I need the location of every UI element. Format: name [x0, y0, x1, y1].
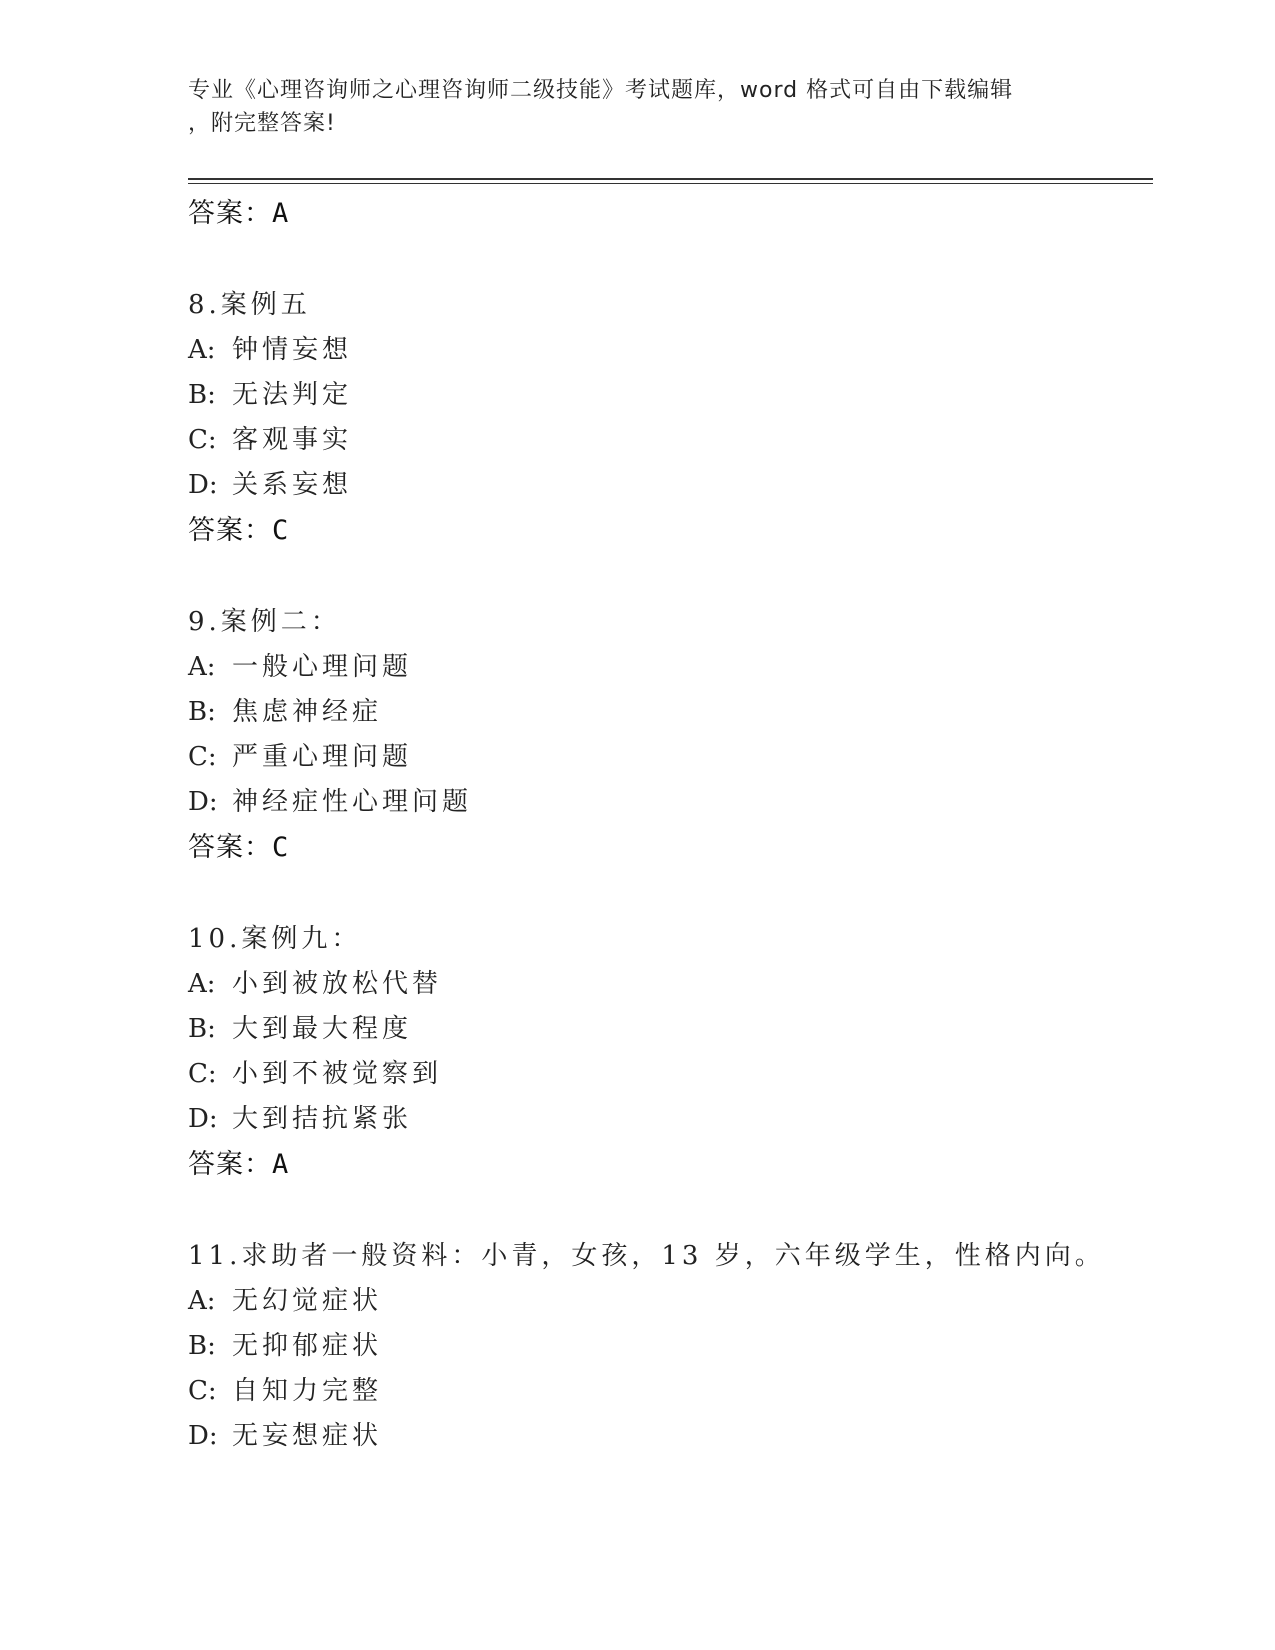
option-key: D: — [188, 470, 218, 500]
answer-label: 答案： — [188, 198, 272, 229]
option-b — [188, 373, 1148, 418]
option-text: 无妄想症状 — [232, 1421, 383, 1451]
option-a — [188, 645, 1148, 690]
question-title: 9.案例二： — [188, 607, 341, 637]
option-a — [188, 962, 1148, 1007]
option-key: B: — [188, 1331, 216, 1361]
option-text: 小到被放松代替 — [232, 969, 443, 999]
answer-label: 答案： — [188, 832, 272, 863]
option-key: D: — [188, 787, 218, 817]
option-d — [188, 1097, 1148, 1142]
spacer — [188, 1188, 1148, 1234]
option-text: 一般心理问题 — [232, 652, 413, 682]
answer-line — [188, 1142, 1148, 1188]
option-text: 无法判定 — [232, 380, 353, 410]
option-text: 小到不被觉察到 — [232, 1059, 443, 1089]
header-divider-thick — [188, 178, 1153, 180]
option-key: D: — [188, 1421, 218, 1451]
option-d — [188, 780, 1148, 825]
option-key: B: — [188, 380, 216, 410]
question-block — [188, 600, 1148, 871]
option-c — [188, 1052, 1148, 1097]
question-title: 10.案例九： — [188, 924, 362, 954]
option-key: C: — [188, 1376, 217, 1406]
option-c — [188, 418, 1148, 463]
spacer — [188, 871, 1148, 917]
answer-line — [188, 825, 1148, 871]
option-b — [188, 1324, 1148, 1369]
option-key: A: — [188, 335, 216, 365]
option-a — [188, 1279, 1148, 1324]
option-b — [188, 1007, 1148, 1052]
document-header — [188, 74, 1068, 140]
option-text: 大到拮抗紧张 — [232, 1104, 413, 1134]
spacer — [188, 237, 1148, 283]
question-title: 8.案例五 — [188, 290, 311, 320]
answer-value: C — [272, 832, 290, 863]
option-key: A: — [188, 1286, 216, 1316]
question-title: 11.求助者一般资料：小青，女孩，13 岁，六年级学生，性格内向。 — [188, 1241, 1105, 1271]
answer-line — [188, 508, 1148, 554]
option-c — [188, 1369, 1148, 1414]
option-b — [188, 690, 1148, 735]
option-key: C: — [188, 425, 217, 455]
answer-value: C — [272, 515, 290, 546]
option-text: 客观事实 — [232, 425, 353, 455]
option-key: A: — [188, 652, 216, 682]
option-text: 焦虑神经症 — [232, 697, 383, 727]
option-key: C: — [188, 1059, 217, 1089]
option-text: 自知力完整 — [232, 1376, 383, 1406]
option-key: C: — [188, 742, 217, 772]
option-d — [188, 463, 1148, 508]
option-key: A: — [188, 969, 216, 999]
option-key: D: — [188, 1104, 218, 1134]
answer-value: A — [272, 198, 290, 229]
option-c — [188, 735, 1148, 780]
option-text: 钟情妄想 — [232, 335, 353, 365]
option-key: B: — [188, 1014, 216, 1044]
answer-label: 答案： — [188, 1149, 272, 1180]
question-block — [188, 917, 1148, 1188]
question-block — [188, 283, 1148, 554]
question-list — [188, 191, 1148, 1459]
option-text: 神经症性心理问题 — [232, 787, 473, 817]
option-text: 关系妄想 — [232, 470, 353, 500]
option-text: 大到最大程度 — [232, 1014, 413, 1044]
option-d — [188, 1414, 1148, 1459]
header-line-2: ，附完整答案! — [188, 111, 336, 136]
answer-value: A — [272, 1149, 290, 1180]
option-text: 严重心理问题 — [232, 742, 413, 772]
header-divider-thin — [188, 183, 1153, 184]
question-block — [188, 1234, 1148, 1459]
option-key: B: — [188, 697, 216, 727]
option-text: 无抑郁症状 — [232, 1331, 383, 1361]
option-text: 无幻觉症状 — [232, 1286, 383, 1316]
answer-label: 答案： — [188, 515, 272, 546]
answer-line — [188, 191, 1148, 237]
option-a — [188, 328, 1148, 373]
spacer — [188, 554, 1148, 600]
header-line-1: 专业《心理咨询师之心理咨询师二级技能》考试题库，word 格式可自由下载编辑 — [188, 78, 1014, 103]
